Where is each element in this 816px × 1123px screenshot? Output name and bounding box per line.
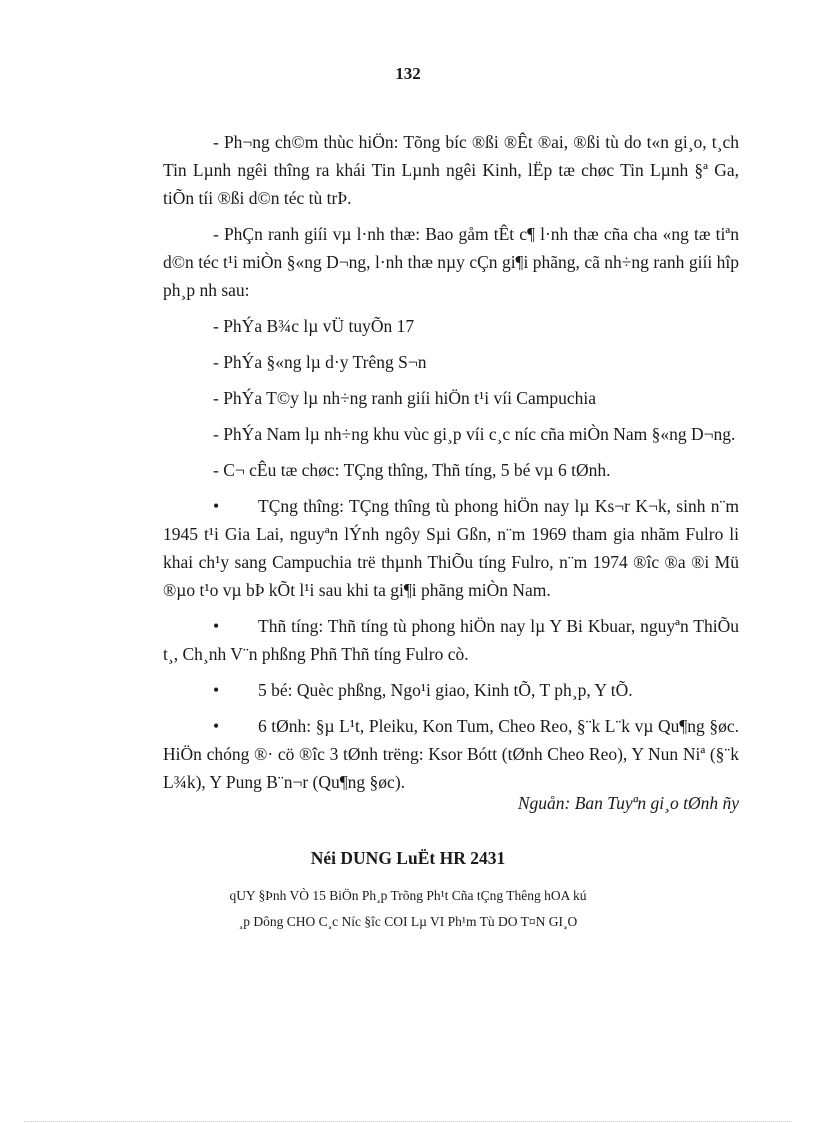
list-item-text: 5 bé: Quèc phßng, Ngo¹i giao, Kinh tÕ, T ph¸p, Y tÕ.: [258, 680, 633, 700]
paragraph-approach: - Ph¬ng ch©m thùc hiÖn: Tõng bíc ®ßi ®Êt ®ai, ®ßi tù do t«n gi¸o, t¸ch Tin Lµnh ngêi thîng ra khái Tin Lµnh ngêi Kinh, lËp tæ chøc Tin Lµnh §ª Ga, tiÕn tíi ®ßi d©n téc tù trÞ.: [163, 132, 739, 208]
section-subtitle-line1: qUY §Þnh VÒ 15 BiÖn Ph¸p Trõng Ph¹t Cña tÇng Thêng hOA kú: [229, 888, 587, 903]
list-item: [163, 612, 739, 668]
paragraph-structure: - C¬ cÊu tæ chøc: TÇng thîng, Thñ tíng, 5 bé vµ 6 tØnh.: [213, 460, 611, 480]
paragraph-territory: - PhÇn ranh giíi vµ l·nh thæ: Bao gåm tÊt c¶ l·nh thæ cña cha «ng tæ tiªn d©n téc t¹i miÒn §«ng D¬ng, l·nh thæ nµy cÇn gi¶i phãng, cã nh÷ng ranh giíi hîp ph¸p nh sau:: [163, 224, 739, 300]
section-title: Néi DUNG LuËt HR 2431: [310, 848, 506, 868]
list-item: [163, 676, 739, 704]
list-item-text: TÇng thîng: TÇng thîng tù phong hiÖn nay lµ Ks¬r K¬k, sinh n¨m 1945 t¹i Gia Lai, nguyªn lÝnh ngôy Sµi Gßn, n¨m 1969 tham gia nhãm Fulro li khai ch¹y sang Campuchia trë thµnh ThiÕu tíng Fulro, n¨m 1974 ®îc ®a ®i Mü ®µo t¹o vµ bÞ kÕt l¹i sau khi ta gi¶i phãng miÒn Nam.: [163, 496, 739, 600]
paragraph-east-border: - PhÝa §«ng lµ d·y Trêng S¬n: [213, 352, 427, 372]
paragraph-south-border: - PhÝa Nam lµ nh÷ng khu vùc gi¸p víi c¸c níc cña miÒn Nam §«ng D¬ng.: [213, 424, 736, 444]
paragraph-north-border: - PhÝa B¾c lµ vÜ tuyÕn 17: [213, 316, 415, 336]
list-item-text: 6 tØnh: §µ L¹t, Pleiku, Kon Tum, Cheo Reo, §¨k L¨k vµ Qu¶ng §øc. HiÖn chóng ®· cö ®îc 3 tØnh trëng: Ksor Bótt (tØnh Cheo Reo), Y Nun Niª (§¨k L¾k), Y Pung B¨n¬r (Qu¶ng §øc).: [163, 716, 739, 792]
bullet-icon: •: [213, 616, 220, 636]
document-body: [163, 128, 739, 816]
source-citation: Nguån: Ban Tuyªn gi¸o tØnh ñy: [517, 793, 739, 813]
list-item: [163, 492, 739, 604]
list-item-text: Thñ tíng: Thñ tíng tù phong hiÖn nay lµ Y Bi Kbuar, nguyªn ThiÕu t¸, Ch¸nh V¨n phßng Phñ Thñ tíng Fulro cò.: [163, 616, 739, 664]
bullet-icon: •: [213, 680, 220, 700]
section-subtitle-line2: ¸p Dông CHO C¸c Níc §îc COI Lµ VI Ph¹m Tù DO T¤N GI¸O: [238, 914, 578, 929]
page-bottom-divider: [24, 1121, 792, 1122]
bullet-icon: •: [213, 716, 220, 736]
paragraph-west-border: - PhÝa T©y lµ nh÷ng ranh giíi hiÖn t¹i víi Campuchia: [213, 388, 597, 408]
page-number: 132: [395, 64, 421, 83]
bullet-icon: •: [213, 496, 220, 516]
list-item: [163, 712, 739, 796]
